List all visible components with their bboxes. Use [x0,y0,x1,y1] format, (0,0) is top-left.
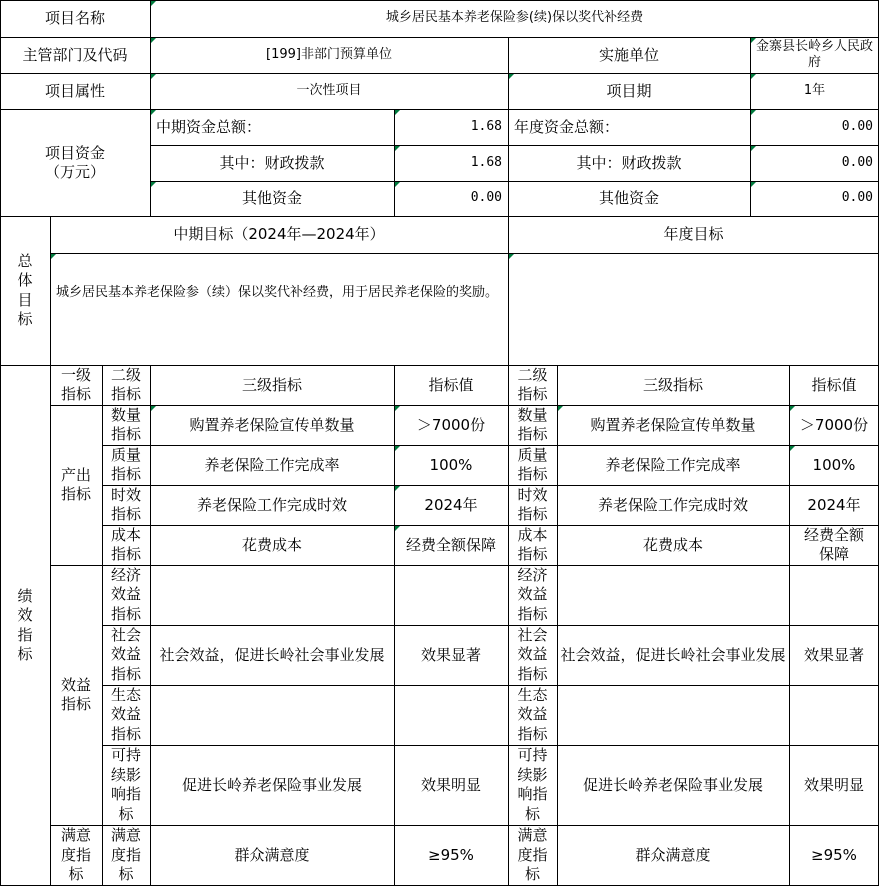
label-yr-level2: 二级 指标 [517,366,548,403]
yr-indicator-value: 2024年 [807,495,861,514]
label-overall-goal: 总 体 目 标 [17,251,33,328]
comment-marker-icon [151,1,156,6]
grid-line [102,525,879,526]
grid-line [0,365,879,366]
label-dept-code: 主管部门及代码 [22,45,128,64]
grid-line [102,485,879,486]
grid-line [0,109,879,110]
value-yr-total: 0.00 [841,118,873,134]
value-project-attr: 一次性项目 [296,82,362,98]
grid-line [102,685,879,686]
yr-indicator-value: 效果明显 [803,775,864,794]
grid-line [394,365,395,886]
yr-indicator-value: 经费全额 保障 [803,526,864,563]
value-yr-other: 0.00 [841,190,873,206]
yr-indicator-level2: 成本 指标 [517,525,548,563]
category-benefit: 效益 指标 [60,676,91,713]
indicator-name: 花费成本 [241,535,302,554]
indicator-level2: 质量 指标 [110,445,141,483]
grid-line [102,365,103,886]
indicator-value: 经费全额保障 [405,535,496,554]
comment-marker-icon [395,146,400,151]
grid-line [50,825,879,826]
value-yr-fiscal: 0.00 [841,154,873,170]
category-satisfaction: 满意 度指 标 [60,826,91,884]
value-project-name: 城乡居民基本养老保险参(续)保以奖代补经费 [385,10,644,26]
label-yr-other: 其他资金 [598,189,659,208]
grid-line [557,365,558,886]
value-project-period: 1年 [803,82,826,98]
yr-goal-text [508,253,879,365]
grid-line [0,73,879,74]
value-mid-fiscal: 1.68 [470,154,502,170]
label-project-attr: 项目属性 [44,81,105,100]
yr-indicator-level2: 社会 效益 指标 [517,625,548,683]
indicator-level2: 满意 度指 标 [110,826,141,884]
indicator-value: 效果明显 [420,775,481,794]
yr-indicator-value [789,565,879,625]
grid-line [394,109,395,217]
label-level2: 二级 指标 [110,366,141,403]
yr-indicator-name: 养老保险工作完成率 [605,455,741,474]
label-level3: 三级指标 [241,375,302,394]
comment-marker-icon [395,182,400,187]
comment-marker-icon [751,182,756,187]
yr-indicator-name: 社会效益，促进长岭社会事业发展 [560,645,786,664]
comment-marker-icon [790,406,795,411]
yr-indicator-name: 促进长岭养老保险事业发展 [582,775,763,794]
comment-marker-icon [151,406,156,411]
comment-marker-icon [509,74,514,79]
comment-marker-icon [395,446,400,451]
label-yr-goal: 年度目标 [663,225,724,244]
label-mid-fiscal: 其中：财政拨款 [219,153,325,172]
value-dept-code: [199]非部门预算单位 [266,46,392,62]
grid-line [0,0,879,1]
yr-indicator-value: 效果显著 [803,645,864,664]
label-level1: 一级 指标 [60,366,91,403]
indicator-value: 2024年 [424,495,478,514]
yr-indicator-name: 群众满意度 [635,846,711,865]
grid-line [150,145,879,146]
grid-line [0,216,879,217]
grid-line [50,405,879,406]
yr-indicator-level2: 满意 度指 标 [517,826,548,884]
comment-marker-icon [558,406,563,411]
label-value: 指标值 [428,375,474,394]
indicator-name: 促进长岭养老保险事业发展 [181,775,362,794]
label-project-name: 项目名称 [44,9,105,28]
comment-marker-icon [151,74,156,79]
yr-indicator-name: 购置养老保险宣传单数量 [590,415,756,434]
comment-marker-icon [151,38,156,43]
yr-indicator-level2: 质量 指标 [517,445,548,483]
indicator-level2: 可持 续影 响指 标 [110,746,141,823]
indicator-value [394,565,508,625]
comment-marker-icon [151,110,156,115]
yr-indicator-name: 养老保险工作完成时效 [597,495,748,514]
grid-line [0,37,879,38]
label-mid-goal: 中期目标（2024年—2024年） [173,225,385,244]
comment-marker-icon [751,146,756,151]
indicator-name: 购置养老保险宣传单数量 [189,415,355,434]
indicator-value [394,685,508,745]
label-yr-total: 年度资金总额： [514,117,620,136]
indicator-name [150,685,394,745]
yr-indicator-value [789,685,879,745]
comment-marker-icon [51,254,56,259]
label-mid-total: 中期资金总额： [156,117,262,136]
label-yr-value: 指标值 [811,375,857,394]
grid-line [750,37,751,217]
indicator-level2: 时效 指标 [110,485,141,523]
indicator-value: 效果显著 [420,645,481,664]
indicator-level2: 成本 指标 [110,525,141,563]
indicator-name: 社会效益，促进长岭社会事业发展 [159,645,385,664]
indicator-level2: 经济 效益 指标 [110,565,141,623]
value-mid-total: 1.68 [470,118,502,134]
indicator-name: 养老保险工作完成率 [204,455,340,474]
comment-marker-icon [509,254,514,259]
yr-indicator-value: ≥95% [811,846,857,865]
comment-marker-icon [751,38,756,43]
grid-line [102,625,879,626]
category-output: 产出 指标 [60,466,91,503]
grid-line [102,745,879,746]
comment-marker-icon [395,110,400,115]
grid-line [50,565,879,566]
yr-indicator-level2: 生态 效益 指标 [517,685,548,743]
mid-goal-text: 城乡居民基本养老保险参（续）保以奖代补经费，用于居民养老保险的奖励。 [56,285,499,300]
label-yr-fiscal: 其中：财政拨款 [576,153,682,172]
yr-indicator-name: 花费成本 [642,535,703,554]
label-project-funds: 项目资金 （万元） [44,143,105,181]
yr-indicator-level2: 时效 指标 [517,485,548,523]
grid-line [50,253,879,254]
grid-line [150,181,879,182]
grid-line [102,445,879,446]
comment-marker-icon [751,110,756,115]
indicator-name [150,565,394,625]
label-yr-level3: 三级指标 [642,375,703,394]
indicator-value: ≥95% [428,846,474,865]
yr-indicator-value: 100% [812,455,856,474]
indicator-level2: 社会 效益 指标 [110,625,141,683]
value-mid-other: 0.00 [470,190,502,206]
indicator-level2: 生态 效益 指标 [110,685,141,743]
label-impl-unit: 实施单位 [598,45,659,64]
yr-indicator-level2: 经济 效益 指标 [517,565,548,623]
indicator-level2: 数量 指标 [110,405,141,443]
comment-marker-icon [395,486,400,491]
yr-indicator-level2: 数量 指标 [517,405,548,443]
grid-line [0,0,1,886]
comment-marker-icon [790,446,795,451]
comment-marker-icon [395,526,400,531]
indicator-value: 100% [429,455,473,474]
yr-indicator-value: ＞7000份 [799,415,869,434]
label-mid-other: 其他资金 [241,189,302,208]
indicator-value: ＞7000份 [416,415,486,434]
value-impl-unit: 金寨县长岭乡人民政府 [755,38,873,70]
comment-marker-icon [151,182,156,187]
grid-line [789,365,790,886]
label-performance: 绩 效 指 标 [17,586,33,663]
label-project-period: 项目期 [606,81,652,100]
comment-marker-icon [751,74,756,79]
yr-indicator-name [557,685,789,745]
grid-line [50,216,51,886]
grid-line [508,37,509,886]
indicator-name: 养老保险工作完成时效 [196,495,347,514]
grid-line [150,365,151,886]
yr-indicator-level2: 可持 续影 响指 标 [517,746,548,823]
comment-marker-icon [395,406,400,411]
yr-indicator-name [557,565,789,625]
indicator-name: 群众满意度 [234,846,310,865]
